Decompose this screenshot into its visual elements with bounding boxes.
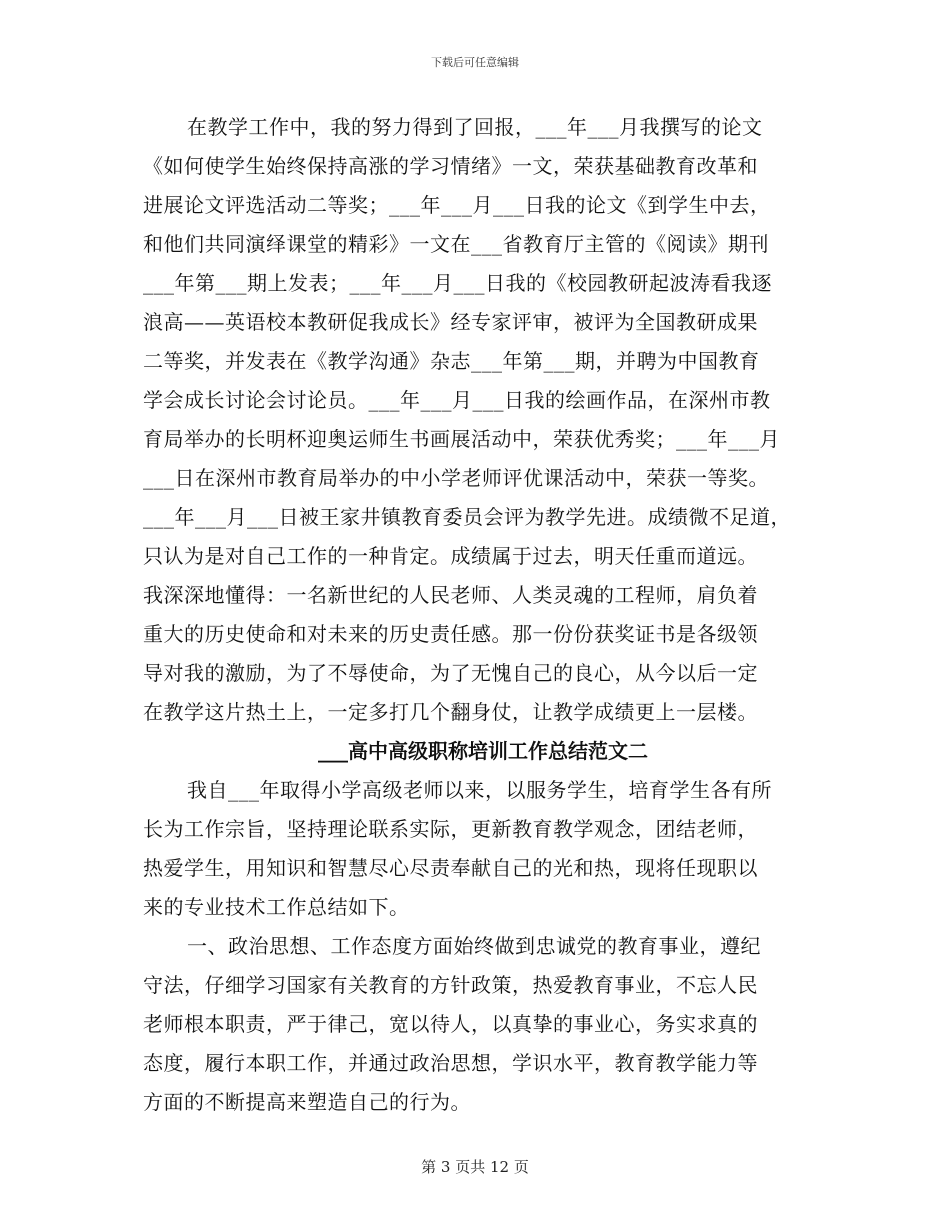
paragraph-line: 老师根本职责，严于律己，宽以待人，以真挚的事业心，务实求真的	[143, 1012, 758, 1036]
paragraph-line: 来的专业技术工作总结如下。	[143, 895, 410, 919]
paragraph-line: 长为工作宗旨，坚持理论联系实际，更新教育教学观念，团结老师，	[143, 817, 758, 841]
paragraph-line: 方面的不断提高来塑造自己的行为。	[143, 1090, 471, 1114]
document-body	[143, 108, 823, 1122]
paragraph-line: 育局举办的长明杯迎奥运师生书画展活动中，荣获优秀奖；___年___月	[143, 427, 780, 451]
paragraph-line: 进展论文评选活动二等奖；___年___月___日我的论文《到学生中去，	[143, 193, 771, 217]
section-title: ___高中高级职称培训工作总结范文二	[318, 739, 648, 763]
paragraph-line: 我深深地懂得：一名新世纪的人民老师、人类灵魂的工程师，肩负着	[143, 583, 758, 607]
paragraph-line: 守法，仔细学习国家有关教育的方针政策，热爱教育事业，不忘人民	[143, 973, 758, 997]
paragraph-line: 在教学工作中，我的努力得到了回报，___年___月我撰写的论文	[187, 115, 763, 139]
paragraph-line: 一、政治思想、工作态度方面始终做到忠诚党的教育事业，遵纪	[187, 934, 761, 958]
paragraph-line: ___年第___期上发表；___年___月___日我的《校园教研起波涛看我逐	[143, 271, 772, 295]
paragraph-line: 和他们共同演绎课堂的精彩》一文在___省教育厅主管的《阅读》期刊	[143, 232, 769, 256]
paragraph-line: 学会成长讨论会讨论员。___年___月___日我的绘画作品，在深州市教	[143, 388, 771, 412]
paragraph-line: 热爱学生，用知识和智慧尽心尽责奉献自己的光和热，现将任现职以	[143, 856, 758, 880]
header-note: 下载后可任意编辑	[431, 56, 519, 69]
paragraph-line: 二等奖，并发表在《教学沟通》杂志___年第___期，并聘为中国教育	[143, 349, 760, 373]
paragraph-line: ___日在深州市教育局举办的中小学老师评优课活动中，荣获一等奖。	[143, 466, 769, 490]
paragraph-line: 态度，履行本职工作，并通过政治思想，学识水平，教育教学能力等	[143, 1051, 758, 1075]
paragraph-line: 在教学这片热土上，一定多打几个翻身仗，让教学成绩更上一层楼。	[143, 700, 758, 724]
paragraph-line: 重大的历史使命和对未来的历史责任感。那一份份获奖证书是各级领	[143, 622, 758, 646]
paragraph-line: 导对我的激励，为了不辱使命，为了无愧自己的良心，从今以后一定	[143, 661, 758, 685]
page-number: 第 3 页共 12 页	[421, 1158, 529, 1176]
paragraph-line: 《如何使学生始终保持高涨的学习情绪》一文，荣获基础教育改革和	[143, 154, 758, 178]
paragraph-line: 只认为是对自己工作的一种肯定。成绩属于过去，明天任重而道远。	[143, 544, 758, 568]
paragraph-line: 浪高——英语校本教研促我成长》经专家评审，被评为全国教研成果	[143, 310, 758, 334]
paragraph-line: 我自___年取得小学高级老师以来，以服务学生，培育学生各有所	[187, 778, 772, 802]
paragraph-line: ___年___月___日被王家井镇教育委员会评为教学先进。成绩微不足道，	[143, 505, 791, 529]
